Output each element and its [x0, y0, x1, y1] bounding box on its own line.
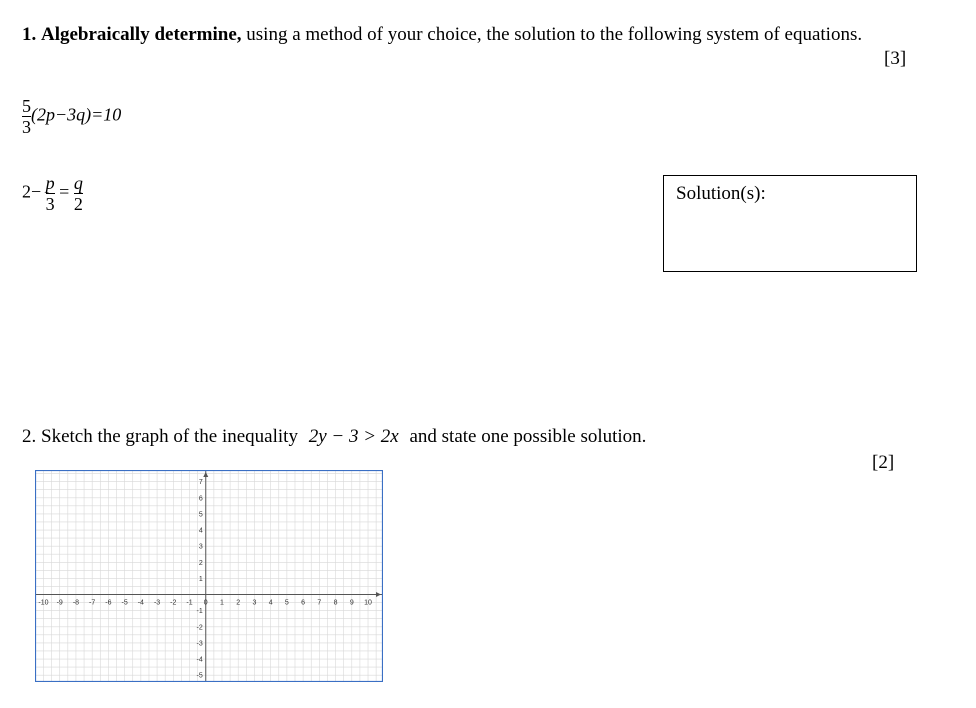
y-tick-label: -4: [196, 656, 203, 664]
equation-2-fraction-p: [46, 174, 55, 213]
question-1-number: 1.: [22, 24, 37, 45]
grid-background: [35, 470, 383, 682]
x-tick-label: -10: [38, 599, 49, 607]
x-tick-label: 4: [268, 599, 273, 607]
question-2-text-after: and state one possible solution.: [404, 426, 647, 447]
solution-box[interactable]: [663, 175, 917, 272]
y-tick-label: 6: [198, 495, 203, 503]
fraction-numerator: q: [73, 173, 83, 193]
fraction-numerator: p: [45, 173, 55, 193]
fraction-denominator: 3: [22, 117, 31, 137]
question-2-marks: [2]: [872, 452, 895, 473]
y-tick-label: -1: [196, 608, 203, 616]
solution-label: Solution(s):: [676, 183, 766, 204]
question-2-inequality: 2y − 3 > 2x: [308, 426, 399, 447]
fraction-numerator: 5: [22, 96, 31, 116]
coordinate-grid[interactable]: [35, 470, 383, 682]
x-tick-label: 0: [203, 599, 208, 607]
y-tick-label: 4: [198, 527, 203, 535]
x-tick-label: 7: [317, 599, 322, 607]
equation-2-fraction-q: [74, 174, 83, 213]
y-tick-label: -5: [196, 672, 203, 680]
question-2-heading: [22, 426, 646, 448]
equation-2-equals: =: [59, 181, 70, 202]
coordinate-grid-svg[interactable]: [35, 470, 383, 682]
y-tick-label: 7: [198, 479, 203, 487]
x-tick-label: -3: [153, 599, 161, 607]
question-1-text: using a method of your choice, the solution to the following system of equations.: [241, 24, 863, 45]
y-tick-label: -2: [196, 624, 203, 632]
x-tick-label: -4: [137, 599, 144, 607]
equation-1-fraction: [22, 97, 31, 136]
y-tick-label: 1: [198, 575, 203, 583]
x-tick-label: -2: [170, 599, 177, 607]
x-tick-label: -7: [89, 599, 96, 607]
equation-2-lead: 2−: [22, 181, 42, 202]
x-tick-label: 6: [301, 599, 306, 607]
equation-1-body: (2p−3q)=10: [31, 104, 122, 125]
x-tick-label: 3: [252, 599, 257, 607]
x-tick-label: -9: [56, 599, 63, 607]
fraction-denominator: 2: [73, 194, 83, 214]
y-tick-label: 3: [198, 543, 203, 551]
x-tick-label: 10: [364, 599, 372, 607]
x-tick-label: -5: [121, 599, 128, 607]
question-2-text-before: 2. Sketch the graph of the inequality: [22, 426, 303, 447]
y-tick-label: 5: [198, 511, 203, 519]
question-1-marks: [3]: [884, 48, 907, 69]
equation-2: [22, 174, 83, 213]
x-tick-label: 2: [236, 599, 241, 607]
x-tick-label: 9: [349, 599, 354, 607]
x-tick-label: 5: [284, 599, 289, 607]
x-tick-label: 1: [220, 599, 224, 607]
question-1-heading: [22, 24, 862, 46]
x-tick-label: -1: [186, 599, 193, 607]
y-tick-label: -3: [196, 640, 203, 648]
fraction-denominator: 3: [45, 194, 55, 214]
x-tick-label: -6: [105, 599, 112, 607]
question-1-bold: Algebraically determine,: [41, 24, 242, 45]
equation-1: [22, 97, 121, 136]
x-tick-label: -8: [72, 599, 80, 607]
x-tick-label: 8: [333, 599, 338, 607]
y-tick-label: 2: [198, 559, 203, 567]
